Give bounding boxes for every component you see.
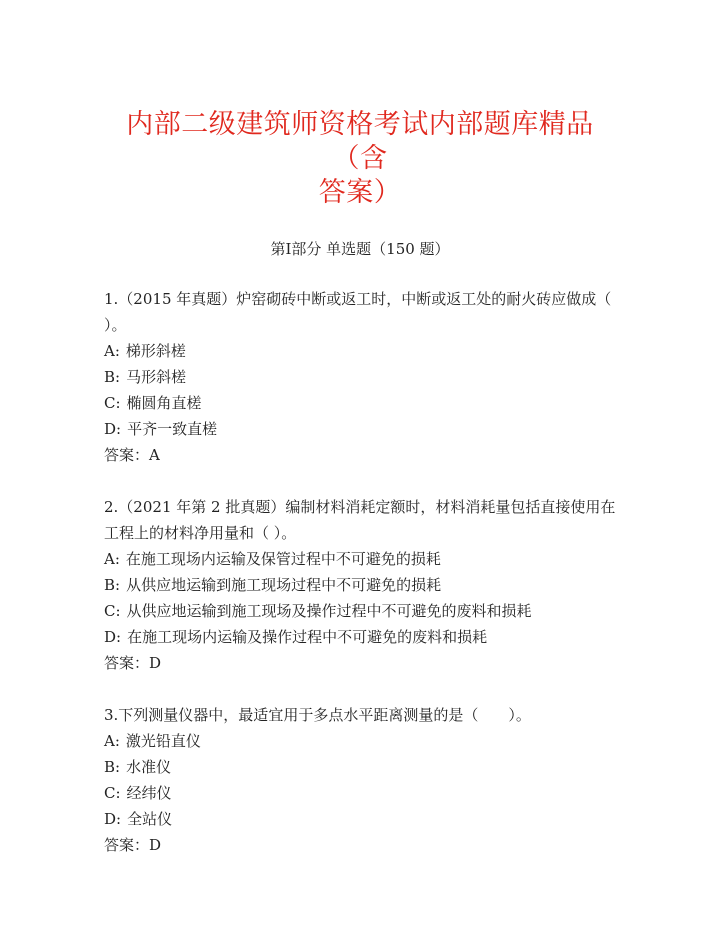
option-label: A: (104, 732, 120, 750)
option-a (104, 728, 616, 754)
option-label: C: (104, 602, 121, 620)
document-title (104, 108, 616, 210)
option-d (104, 806, 616, 832)
option-label: D: (104, 628, 122, 646)
option-text: 平齐一致直槎 (127, 420, 218, 438)
option-c (104, 390, 616, 416)
option-c (104, 780, 616, 806)
question-stem: 1.（2015 年真题）炉窑砌砖中断或返工时，中断或返工处的耐火砖应做成（ ）。 (104, 290, 612, 334)
option-b (104, 754, 616, 780)
option-text: 经纬仪 (126, 784, 172, 802)
option-text: 从供应地运输到施工现场及操作过程中不可避免的废料和损耗 (126, 602, 532, 620)
option-a (104, 338, 616, 364)
option-text: 梯形斜槎 (125, 342, 186, 360)
option-c (104, 598, 616, 624)
option-list (104, 338, 616, 442)
option-label: D: (104, 810, 122, 828)
document-title-line-2: 答案） (318, 177, 402, 208)
option-label: B: (104, 368, 121, 386)
option-label: A: (104, 342, 120, 360)
question-stem: 2.（2021 年第 2 批真题）编制材料消耗定额时，材料消耗量包括直接使用在工程上的材料净用量和（ ）。 (104, 498, 616, 542)
answer-line: 答案：D (104, 654, 162, 672)
option-text: 在施工现场内运输及保管过程中不可避免的损耗 (125, 550, 441, 568)
option-list (104, 728, 616, 832)
question-2 (104, 494, 616, 676)
option-d (104, 624, 616, 650)
option-text: 水准仪 (126, 758, 172, 776)
question-1 (104, 286, 616, 468)
option-text: 全站仪 (127, 810, 173, 828)
answer-line: 答案：D (104, 836, 162, 854)
option-label: C: (104, 394, 121, 412)
option-d (104, 416, 616, 442)
option-b (104, 364, 616, 390)
option-label: B: (104, 576, 121, 594)
question-3 (104, 702, 616, 858)
option-label: C: (104, 784, 121, 802)
option-text: 椭圆角直槎 (126, 394, 202, 412)
option-label: B: (104, 758, 121, 776)
document-title-line-1: 内部二级建筑师资格考试内部题库精品（含 (126, 109, 594, 174)
option-b (104, 572, 616, 598)
question-stem: 3.下列测量仪器中，最适宜用于多点水平距离测量的是（ ）。 (104, 706, 531, 724)
option-text: 在施工现场内运输及操作过程中不可避免的废料和损耗 (127, 628, 488, 646)
section-title: 第Ⅰ部分 单选题（150 题） (270, 240, 450, 258)
answer-line: 答案：A (104, 446, 160, 464)
option-label: D: (104, 420, 122, 438)
option-text: 激光铅直仪 (125, 732, 201, 750)
option-text: 从供应地运输到施工现场过程中不可避免的损耗 (126, 576, 442, 594)
option-text: 马形斜槎 (126, 368, 187, 386)
option-label: A: (104, 550, 120, 568)
option-a (104, 546, 616, 572)
option-list (104, 546, 616, 650)
